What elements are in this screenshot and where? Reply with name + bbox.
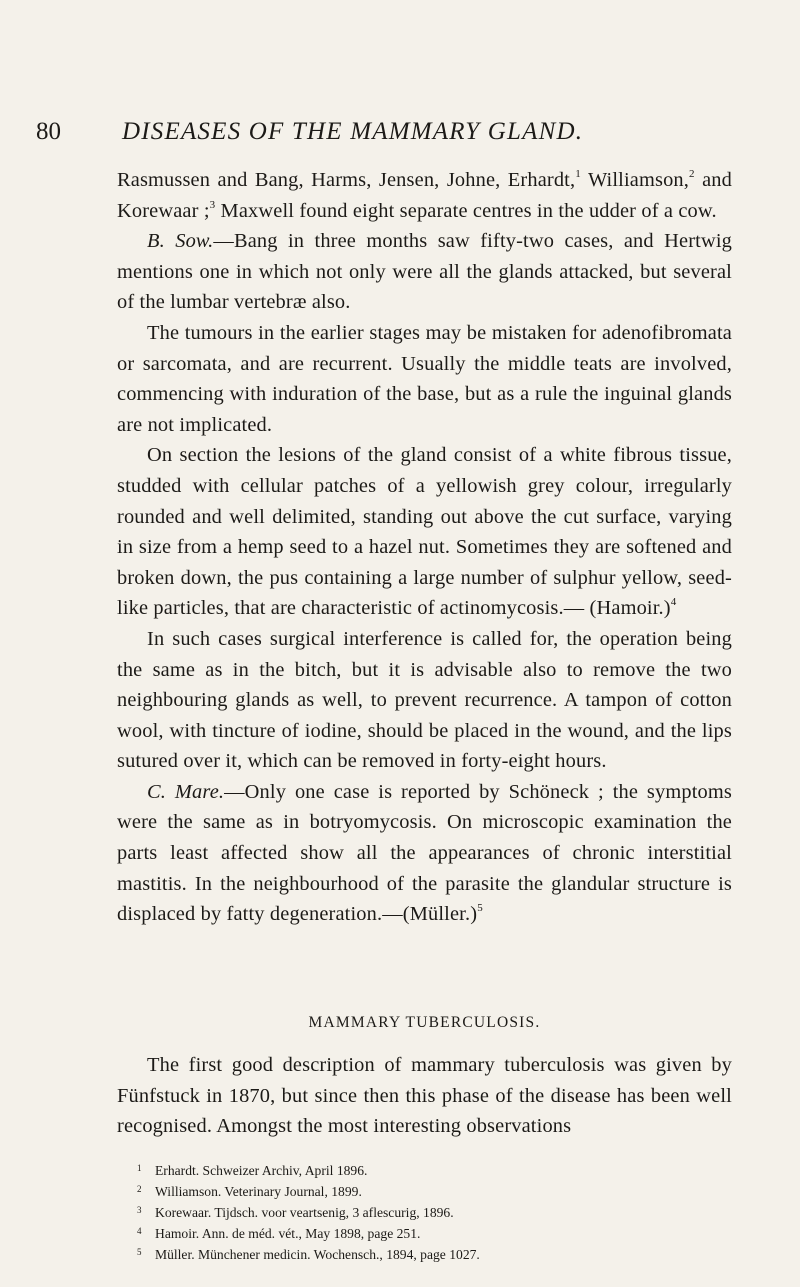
footnotes	[137, 1159, 737, 1264]
page-number: 80	[36, 118, 61, 145]
footnote-text: Erhardt. Schweizer Archiv, April 1896.	[155, 1163, 368, 1178]
footnote-text: Korewaar. Tijdsch. voor veartsenig, 3 aflescurig, 1896.	[155, 1205, 454, 1220]
p4-text: On section the lesions of the gland consist of a white fibrous tissue, studded with cellular patches of a yellowish grey colour, irregularly rounded and well delimited, standing out above the cut surface, varying in size from a hemp seed to a hazel nut. Sometimes they are softened and broken down, the pus containing a large number of sulphur yellow, seed-like particles, that are characteristic of actinomycosis.— (Hamoir.)	[117, 444, 732, 620]
p1-text-a: Rasmussen and Bang, Harms, Jensen, Johne, Erhardt,	[117, 169, 576, 191]
footnote	[137, 1159, 737, 1180]
footnote-text: Müller. Münchener medicin. Wochensch., 1894, page 1027.	[155, 1247, 480, 1262]
footnote	[137, 1201, 737, 1222]
mare-label: C. Mare.	[147, 780, 225, 803]
paragraph-mare	[117, 777, 732, 930]
paragraph-3: The tumours in the earlier stages may be mistaken for adenofibromata or sarcomata, and are recurrent. Usually the middle teats are involved, commencing with induration of the base, but as a rule the inguinal glands are not implicated.	[117, 321, 732, 436]
sow-label: B. Sow.	[147, 230, 214, 253]
footnote-text: Williamson. Veterinary Journal, 1899.	[155, 1184, 362, 1199]
footnote-number: 2	[137, 1184, 142, 1194]
footnote-ref-3: 3	[209, 198, 216, 211]
mare-text: —Only one case is reported by Schöneck ; the symptoms were the same as in botryomycosis. On microscopic examination the parts least affected show all the appearances of chronic interstitial mastitis. In the neighbourhood of the parasite the glandular structure is displaced by fatty degeneration.—(Müller.)	[117, 780, 732, 926]
footnote-ref-1: 1	[575, 168, 581, 180]
paragraph-4	[117, 440, 732, 624]
footnote	[137, 1180, 737, 1201]
footnote-number: 3	[137, 1205, 142, 1215]
p1-text-b: Williamson,	[580, 169, 690, 191]
footnote-number: 5	[137, 1247, 142, 1257]
p1-text-d: Maxwell found eight separate centres in the udder of a cow.	[215, 199, 717, 222]
paragraph-5: In such cases surgical interference is called for, the operation being the same as in the bitch, but it is advisable also to remove the two neighbouring glands as well, to prevent recurrence. A tampon of cotton wool, with tincture of iodine, should be placed in the wound, and the lips sutured over it, which can be removed in forty-eight hours.	[117, 627, 732, 773]
paragraph-7: The first good description of mammary tuberculosis was given by Fünfstuck in 1870, but since then this phase of the disease has been well recognised. Amongst the most interesting observations	[117, 1054, 732, 1138]
footnote-ref-5: 5	[477, 902, 483, 915]
paragraph-1	[117, 165, 732, 226]
footnote	[137, 1243, 737, 1264]
body-text	[117, 165, 732, 930]
sow-text: —Bang in three months saw fifty-two cases, and Hertwig mentions one in which not only were all the glands attacked, but several of the lumbar vertebræ also.	[117, 230, 732, 314]
section-heading: MAMMARY TUBERCULOSIS.	[308, 1014, 541, 1031]
footnote-text: Hamoir. Ann. de méd. vét., May 1898, page 251.	[155, 1226, 421, 1241]
footnote-ref-4: 4	[670, 596, 677, 609]
body-text-continued	[117, 1050, 732, 1142]
footnote-ref-2: 2	[689, 168, 695, 180]
footnote	[137, 1222, 737, 1243]
paragraph-sow	[117, 226, 732, 318]
p1-text-c: and Korewaar ;	[117, 169, 732, 222]
footnote-number: 1	[137, 1163, 142, 1173]
footnote-number: 4	[137, 1226, 142, 1236]
running-title: DISEASES OF THE MAMMARY GLAND.	[122, 118, 584, 145]
page-header	[36, 118, 766, 148]
